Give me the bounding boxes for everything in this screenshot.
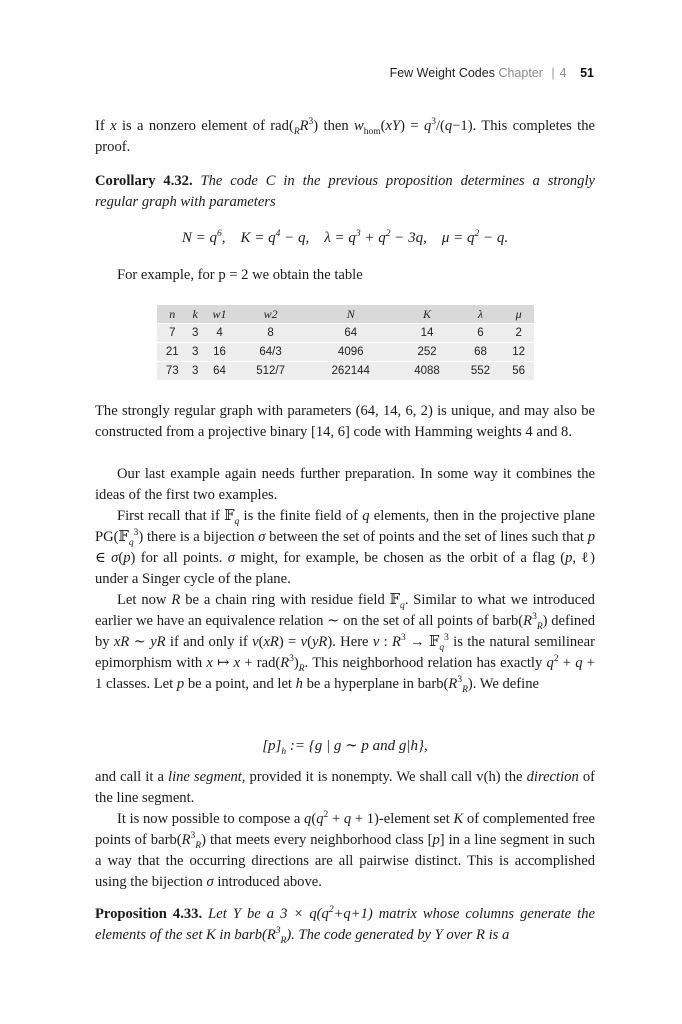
paragraph-last-example: Our last example again needs further preparation. In some way it combines the ideas of the first two examples. bbox=[95, 466, 595, 503]
paragraph-recall: First recall that if 𝔽$_q$ is the finite field of q elements, then in the projective plane PG(𝔽$_q^3$) there is a bijection σ between the set of points and the set of lines such that p ∈ σ(p) for all points. σ might, for example, be chosen as the orbit of a flag (p, ℓ) under a Singer cycle of the plane. bbox=[95, 508, 596, 587]
table-cell: 6 bbox=[477, 327, 484, 339]
table-cell: 4 bbox=[216, 327, 223, 339]
corollary-label: Corollary 4.32. bbox=[95, 173, 193, 189]
table-cell: 4096 bbox=[337, 346, 364, 358]
paragraph-compose-set: It is now possible to compose a $q(q^2 + q$ + 1)-element set K of complemented free points of $barb(R^3_R)$ that meets every neighborhood class [p] in a line segment in such a way that the occurring directions are all pairwise distinct. This is accomplished using the bijection σ introduced above. bbox=[95, 810, 595, 890]
table-header-cell: w1 bbox=[212, 306, 227, 321]
table-header-cell: n bbox=[169, 306, 176, 321]
table-cell: 512/7 bbox=[256, 365, 285, 377]
line-segment-text-a: and call it a bbox=[95, 769, 164, 785]
table-cell: 3 bbox=[191, 327, 199, 339]
table-cell: 252 bbox=[417, 346, 437, 358]
table-cell: 68 bbox=[474, 346, 487, 358]
table-row bbox=[157, 324, 534, 343]
table-cell: 14 bbox=[420, 327, 434, 339]
table-row bbox=[157, 362, 534, 381]
proposition-label: Proposition 4.33. bbox=[95, 906, 203, 922]
running-head-separator: | bbox=[551, 66, 555, 80]
table-cell: 56 bbox=[512, 365, 526, 377]
table-cell: 7 bbox=[169, 327, 176, 339]
running-head-title: Few Weight Codes bbox=[389, 66, 495, 80]
paragraph-line-segment bbox=[95, 767, 595, 809]
corollary-text: The code C in the previous proposition determines a strongly regular graph with parameters bbox=[95, 173, 595, 210]
parameter-table bbox=[157, 305, 534, 380]
table-header-cell: w2 bbox=[263, 306, 278, 321]
paragraph-chain-ring: Let now R be a chain ring with residue field 𝔽$_q$. Similar to what we introduced earlier we have an equivalence relation ∼ on the set of all points of $barb(R^3_R)$ defined by xR ∼ yR if and only if v(xR) = v(yR). Here v : $R^3$ → 𝔽$_q^3$ is the natural semilinear epimorphism with x ↦ $x + rad(R^3)_R$. This neighborhood relation has exactly $q^2 + q + 1$ classes. Let p be a point, and let h be a hyperplane in $barb(R^3_R)$. We define bbox=[95, 592, 596, 695]
table-row bbox=[157, 343, 534, 362]
table-cell: 64 bbox=[213, 365, 226, 377]
table-cell: 73 bbox=[165, 365, 179, 377]
running-head-chapter-number: 4 bbox=[559, 66, 567, 80]
corollary-4-32 bbox=[95, 171, 595, 213]
page-number: 51 bbox=[580, 66, 594, 80]
table-cell: 8 bbox=[267, 327, 274, 339]
paragraph-unique-graph: The strongly regular graph with parameters (64, 14, 6, 2) is unique, and may also be constructed from a projective binary [14, 6] code with Hamming weights 4 and 8. bbox=[95, 403, 595, 440]
line-segment-term: line segment, bbox=[168, 769, 246, 785]
table-cell: 2 bbox=[515, 327, 522, 339]
intro-paragraph: If x is a nonzero element of $rad(_RR^3)$ then $w_{hom}(xY) = q^3/(q-1)$. This completes the proof. bbox=[95, 117, 595, 155]
table-header-cell: N bbox=[346, 306, 355, 321]
table-cell: 21 bbox=[165, 346, 179, 358]
running-head-chapter-label: Chapter bbox=[498, 66, 543, 80]
table-header-row bbox=[157, 305, 534, 324]
line-segment-text-c: of the line segment. bbox=[95, 769, 595, 806]
table-header-cell: μ bbox=[515, 306, 522, 321]
table-header-cell: λ bbox=[477, 306, 484, 321]
table-cell: 12 bbox=[512, 346, 526, 358]
table-cell: 262144 bbox=[331, 365, 370, 377]
table-cell: 64/3 bbox=[259, 346, 282, 358]
line-segment-definition: $[p]_h$ := {g | g ∼ p and g|h}, bbox=[262, 738, 428, 757]
running-head bbox=[390, 66, 594, 80]
line-segment-text-b: provided it is nonempty. We shall call v(h) the bbox=[249, 769, 523, 785]
proposition-4-33: Proposition 4.33. Let Y be a $3 \times q(q^2+q+1)$ matrix whose columns generate the elements of the set K in $barb(R^3_R)$. The code generated by Y over R is a bbox=[95, 905, 595, 946]
table-cell: 3 bbox=[191, 346, 199, 358]
table-header-cell: K bbox=[423, 306, 432, 321]
example-intro: For example, for p = 2 we obtain the table bbox=[117, 267, 363, 283]
table-header-cell: k bbox=[192, 306, 198, 321]
table-cell: 64 bbox=[344, 327, 358, 339]
table-cell: 552 bbox=[470, 365, 491, 377]
corollary-parameters: $N = q^6$, $K = q^4 - q$, $\lambda = q^3 + q^2 - 3q$, $\mu = q^2 - q$. bbox=[181, 229, 509, 246]
table-cell: 3 bbox=[191, 365, 199, 377]
direction-term: direction bbox=[526, 769, 579, 785]
table-cell: 16 bbox=[213, 346, 226, 358]
table-cell: 4088 bbox=[414, 365, 440, 377]
